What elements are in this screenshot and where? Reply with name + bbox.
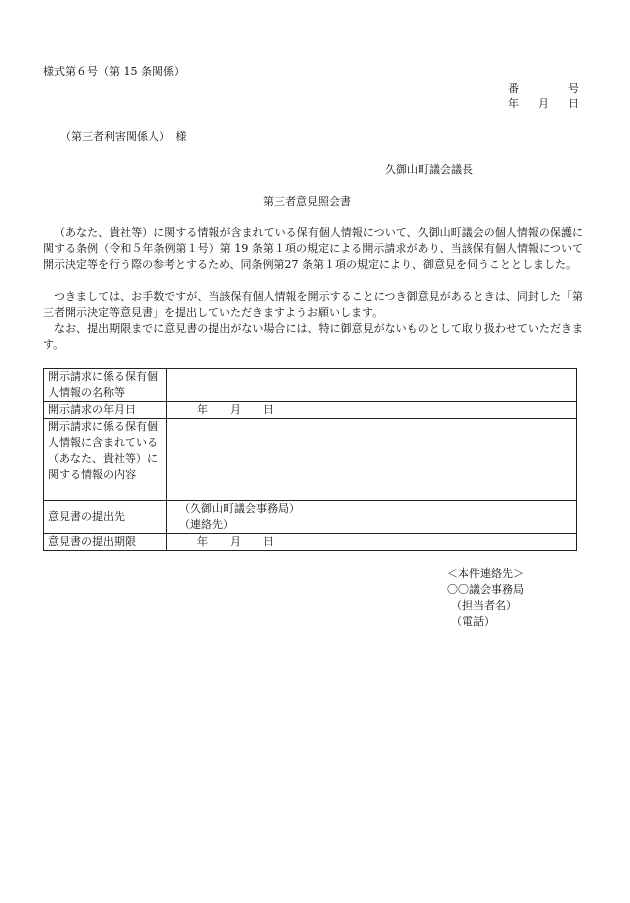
table-row [44, 402, 577, 419]
form-number: 様式第６号（第 15 条関係） [43, 65, 185, 78]
document-number-suffix: 号 [568, 82, 579, 95]
addressee: （第三者利害関係人） 様 [60, 130, 187, 143]
date-month: 月 [538, 97, 549, 110]
row-value-request-date: 年 月 日 [167, 402, 577, 419]
contact-block [447, 566, 524, 630]
body-paragraph-2: つきましては、お手数ですが、当該保有個人情報を開示することにつき御意見があるときは、同封した「第三者開示決定等意見書」を提出していただきますようお願いします。 [43, 290, 583, 319]
contact-heading: ＜本件連絡先＞ [447, 567, 524, 580]
contact-office: 〇〇議会事務局 [447, 583, 524, 596]
row-label-request-date: 開示請求の年月日 [44, 402, 167, 419]
document-number-label: 番 [508, 82, 519, 95]
inquiry-table [43, 368, 577, 551]
row-value-info-content [167, 419, 577, 501]
submit-to-office: （久御山町議会事務局） [179, 502, 300, 515]
contact-person: （担当者名） [451, 599, 517, 612]
row-label-info-content: 開示請求に係る保有個人情報に含まれている（あなた、貴社等）に関する情報の内容 [44, 419, 167, 501]
submit-to-contact: （連絡先） [179, 518, 234, 531]
table-row [44, 534, 577, 551]
row-value-info-name [167, 369, 577, 402]
row-label-info-name: 開示請求に係る保有個人情報の名称等 [44, 369, 167, 402]
row-label-deadline: 意見書の提出期限 [44, 534, 167, 551]
date-year: 年 [508, 97, 519, 110]
row-value-submit-to [167, 501, 577, 534]
date-day: 日 [568, 97, 579, 110]
table-row [44, 501, 577, 534]
body-paragraph-3: なお、提出期限までに意見書の提出がない場合には、特に御意見がないものとして取り扱わせていただきます。 [43, 322, 583, 351]
sender: 久御山町議会議長 [385, 163, 473, 176]
contact-phone: （電話） [451, 615, 495, 628]
table-row [44, 369, 577, 402]
body-paragraph-1: （あなた、貴社等）に関する情報が含まれている保有個人情報について、久御山町議会の個人情報の保護に関する条例（令和５年条例第１号）第 19 条第１項の規定による開示請求があり、当該保有個人情報について開示決定等を行う際の参考とするため、同条例第27 条第１項の規定により、御意見を伺うこととしました。 [43, 226, 583, 271]
table-row [44, 419, 577, 501]
document-title: 第三者意見照会書 [263, 195, 351, 208]
row-label-submit-to: 意見書の提出先 [44, 501, 167, 534]
row-value-deadline: 年 月 日 [167, 534, 577, 551]
